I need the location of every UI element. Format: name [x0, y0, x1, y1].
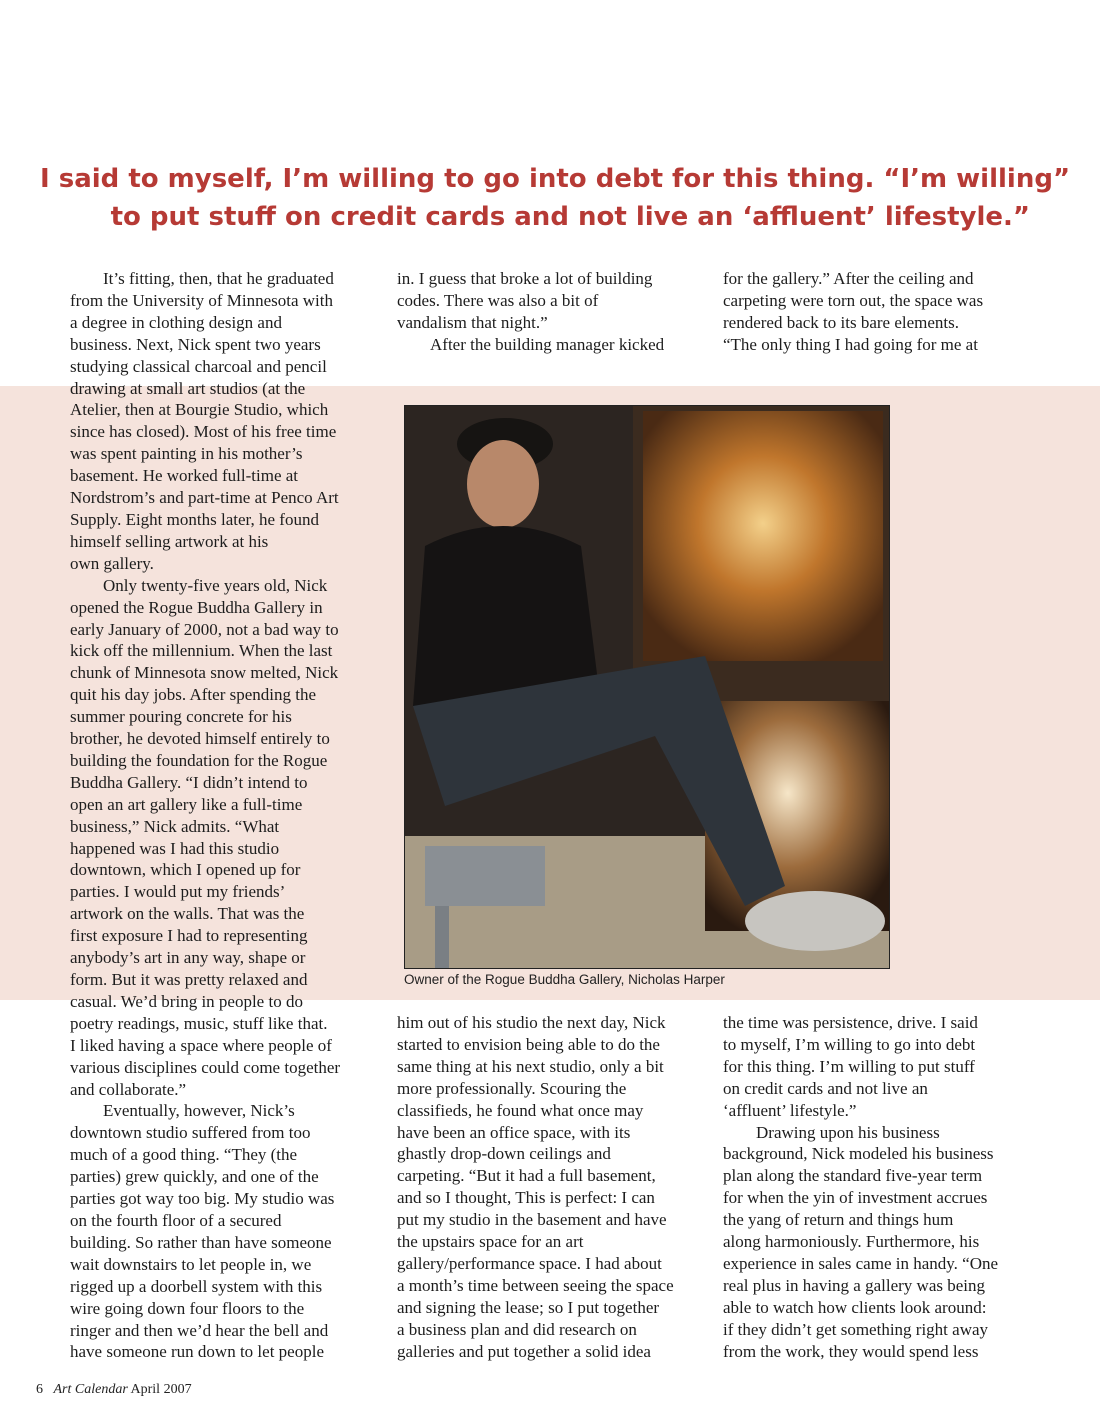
article-line: much of a good thing. “They (the — [70, 1145, 298, 1165]
article-line: downtown studio suffered from too — [70, 1123, 311, 1143]
article-line: rigged up a doorbell system with this — [70, 1276, 323, 1296]
issue-date: April 2007 — [130, 1382, 192, 1397]
article-line: anybody’s art in any way, shape or — [70, 948, 306, 968]
article-line: classifieds, he found what once may — [397, 1100, 644, 1120]
article-line: early January of 2000, not a bad way to — [70, 619, 339, 639]
article-line: parties. I would put my friends’ — [70, 882, 286, 902]
article-line: was spent painting in his mother’s — [70, 444, 303, 464]
article-line: first exposure I had to representing — [70, 926, 308, 946]
article-line: ghastly drop-down ceilings and — [397, 1144, 611, 1164]
article-line: casual. We’d bring in people to do — [70, 991, 303, 1011]
article-line: the upstairs space for an art — [397, 1232, 584, 1252]
article-line: same thing at his next studio, only a bit — [397, 1056, 664, 1076]
article-line: put my studio in the basement and have — [397, 1210, 667, 1230]
article-line: since has closed). Most of his free time — [70, 422, 337, 442]
article-line: Eventually, however, Nick’s — [103, 1101, 295, 1121]
article-line: various disciplines could come together — [70, 1057, 341, 1077]
article-line: real plus in having a gallery was being — [723, 1275, 986, 1295]
article-column-3-bottom — [723, 1012, 1053, 1363]
article-line: on credit cards and not live an — [723, 1078, 928, 1098]
article-line: carpeting. “But it had a full basement, — [397, 1166, 656, 1186]
article-line: vandalism that night.” — [397, 312, 548, 332]
article-line: form. But it was pretty relaxed and — [70, 970, 308, 989]
article-line: drawing at small art studios (at the — [70, 378, 306, 398]
article-line: ‘affluent’ lifestyle.” — [723, 1100, 857, 1120]
photo-nicholas-harper — [404, 405, 890, 969]
article-line: the time was persistence, drive. I said — [723, 1013, 978, 1032]
article-line: a business plan and did research on — [397, 1319, 637, 1339]
article-line: for this thing. I’m willing to put stuff — [723, 1056, 975, 1076]
article-line: a month’s time between seeing the space — [397, 1275, 674, 1295]
article-line: rendered back to its bare elements. — [723, 312, 960, 332]
article-line: plan along the standard five-year term — [723, 1166, 983, 1186]
article-line: artwork on the walls. That was the — [70, 904, 305, 924]
article-line: carpeting were torn out, the space was — [723, 290, 984, 310]
article-line: experience in sales came in handy. “One — [723, 1253, 999, 1273]
article-line: in. I guess that broke a lot of building — [397, 269, 653, 288]
article-line: Supply. Eight months later, he found — [70, 509, 319, 529]
article-column-2-bottom — [397, 1012, 707, 1363]
article-line: galleries and put together a solid idea — [397, 1341, 651, 1361]
article-line: building the foundation for the Rogue — [70, 750, 328, 770]
article-line: Buddha Gallery. “I didn’t intend to — [70, 772, 308, 792]
magazine-name: Art Calendar — [53, 1382, 128, 1397]
article-line: Atelier, then at Bourgie Studio, which — [70, 400, 329, 420]
article-line: kick off the millennium. When the last — [70, 641, 333, 661]
article-line: studying classical charcoal and pencil — [70, 356, 327, 376]
article-line: have been an office space, with its — [397, 1122, 631, 1142]
article-line: and so I thought, This is perfect: I can — [397, 1188, 655, 1208]
article-line: “The only thing I had going for me at — [723, 334, 978, 354]
article-line: It’s fitting, then, that he graduated — [103, 269, 334, 288]
article-line: along harmoniously. Furthermore, his — [723, 1232, 980, 1252]
page-number: 6 — [36, 1382, 43, 1397]
article-line: more professionally. Scouring the — [397, 1078, 627, 1098]
article-line: Only twenty-five years old, Nick — [103, 575, 328, 595]
article-line: background, Nick modeled his business — [723, 1144, 994, 1164]
article-line: for the gallery.” After the ceiling and — [723, 269, 974, 288]
article-column-3-top — [723, 268, 1053, 356]
article-line: gallery/performance space. I had about — [397, 1253, 662, 1273]
article-line: codes. There was also a bit of — [397, 290, 599, 310]
article-line: brother, he devoted himself entirely to — [70, 729, 330, 749]
pull-quote-line-2: to put stuff on credit cards and not live an ‘affluent’ lifestyle.” — [110, 202, 1030, 232]
article-line: and collaborate.” — [70, 1079, 187, 1099]
article-line: himself selling artwork at his — [70, 531, 269, 551]
article-line: on the fourth floor of a secured — [70, 1210, 282, 1230]
page-footer — [36, 1382, 192, 1398]
article-line: Nordstrom’s and part-time at Penco Art — [70, 488, 339, 508]
article-line: poetry readings, music, stuff like that. — [70, 1013, 328, 1033]
article-line: opened the Rogue Buddha Gallery in — [70, 597, 323, 617]
article-line: basement. He worked full-time at — [70, 466, 299, 486]
article-line: him out of his studio the next day, Nick — [397, 1013, 666, 1032]
article-line: a degree in clothing design and — [70, 312, 282, 332]
article-line: ringer and then we’d hear the bell and — [70, 1320, 329, 1340]
article-line: from the work, they would spend less — [723, 1341, 979, 1361]
article-line: for when the yin of investment accrues — [723, 1188, 988, 1208]
article-line: building. So rather than have someone — [70, 1232, 332, 1252]
article-line: able to watch how clients look around: — [723, 1297, 987, 1317]
article-line: I liked having a space where people of — [70, 1035, 332, 1055]
article-line: summer pouring concrete for his — [70, 707, 292, 727]
article-column-2-top — [397, 268, 707, 356]
article-line: parties) grew quickly, and one of the — [70, 1167, 319, 1187]
pull-quote — [40, 160, 1071, 236]
article-line: business,” Nick admits. “What — [70, 816, 280, 836]
pull-quote-line-1: I said to myself, I’m willing to go into debt for this thing. “I’m willing” — [40, 164, 1071, 194]
article-line: Drawing upon his business — [756, 1122, 940, 1142]
article-line: from the University of Minnesota with — [70, 290, 333, 310]
article-line: own gallery. — [70, 553, 154, 573]
article-line: chunk of Minnesota snow melted, Nick — [70, 663, 339, 683]
article-line: started to envision being able to do the — [397, 1034, 660, 1054]
article-line: the yang of return and things hum — [723, 1210, 954, 1230]
article-line: and signing the lease; so I put together — [397, 1297, 660, 1317]
article-line: to myself, I’m willing to go into debt — [723, 1034, 976, 1054]
article-line: downtown, which I opened up for — [70, 860, 301, 880]
article-line: happened was I had this studio — [70, 838, 280, 858]
article-line: if they didn’t get something right away — [723, 1319, 989, 1339]
article-line: open an art gallery like a full-time — [70, 794, 303, 814]
photo-caption: Owner of the Rogue Buddha Gallery, Nicholas Harper — [404, 972, 725, 987]
article-column-1 — [70, 268, 390, 1363]
article-line: After the building manager kicked — [430, 334, 665, 354]
article-line: parties got way too big. My studio was — [70, 1189, 335, 1209]
article-line: have someone run down to let people — [70, 1342, 324, 1362]
article-line: wire going down four floors to the — [70, 1298, 305, 1318]
article-line: business. Next, Nick spent two years — [70, 334, 321, 354]
article-line: quit his day jobs. After spending the — [70, 685, 317, 705]
article-line: wait downstairs to let people in, we — [70, 1254, 312, 1274]
